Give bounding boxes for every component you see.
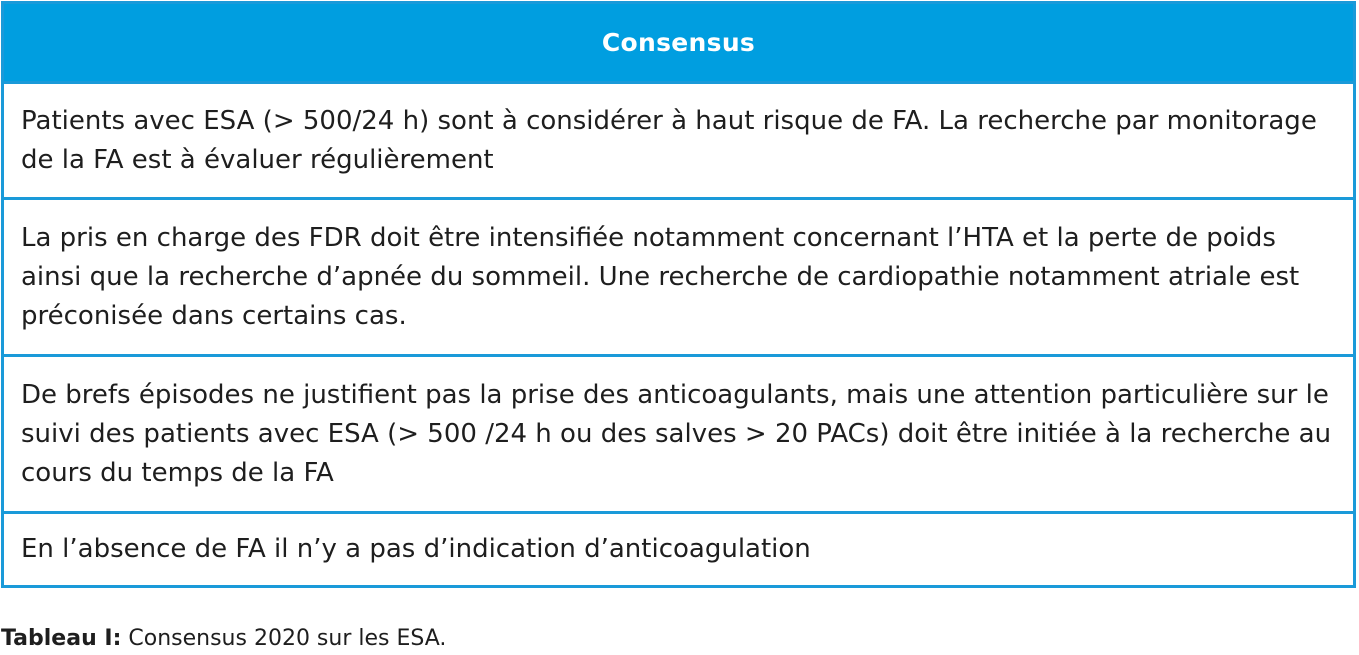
table-caption xyxy=(1,626,446,651)
table-row xyxy=(4,200,1353,357)
table-row xyxy=(4,514,1353,585)
row-text: En l’absence de FA il n’y a pas d’indication d’anticoagulation xyxy=(21,534,811,564)
consensus-table xyxy=(1,1,1356,588)
table-row xyxy=(4,357,1353,514)
caption-text: Consensus 2020 sur les ESA. xyxy=(121,626,447,651)
row-text: Patients avec ESA (> 500/24 h) sont à considérer à haut risque de FA. La recherche par monitorage de la FA est à évaluer régulièrement xyxy=(21,105,1317,175)
row-text: La pris en charge des FDR doit être intensifiée notamment concernant l’HTA et la perte de poids ainsi que la recherche d’apnée du sommeil. Une recherche de cardiopathie notamment atriale est préconisée dans certains cas. xyxy=(21,222,1300,331)
table-header: Consensus xyxy=(4,4,1353,84)
caption-label: Tableau I: xyxy=(1,626,122,651)
table-row xyxy=(4,84,1353,200)
row-text: De brefs épisodes ne justifient pas la prise des anticoagulants, mais une attention particulière sur le suivi des patients avec ESA (> 500 /24 h ou des salves > 20 PACs) doit être initiée à la recherche au cours du temps de la FA xyxy=(21,379,1332,488)
